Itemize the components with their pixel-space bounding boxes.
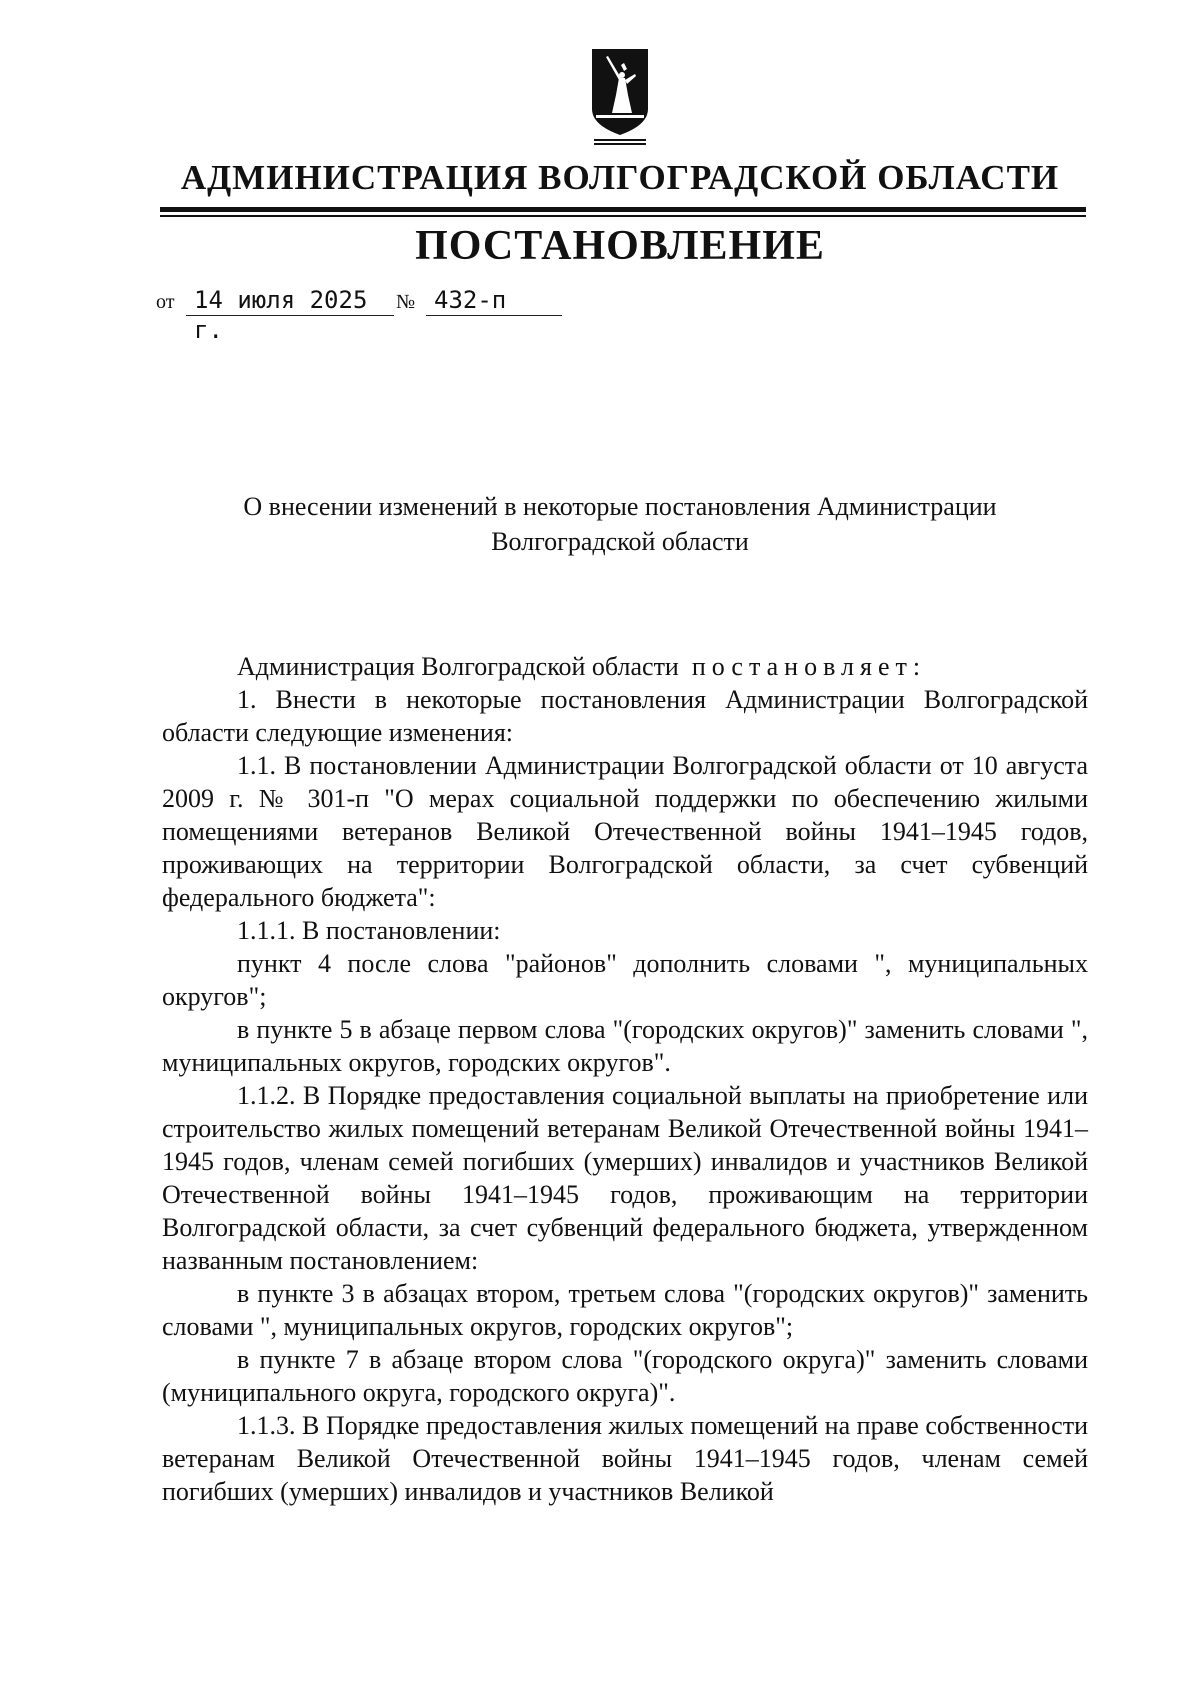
number-label: №: [396, 291, 416, 313]
header-rule-thin: [160, 215, 1086, 217]
date-number-line: [156, 280, 626, 344]
coat-of-arms-icon: [588, 47, 652, 147]
decree-word: постановляет:: [691, 652, 927, 681]
body-paragraph: 1.1.1. В постановлении:: [237, 916, 501, 945]
organization-title: АДМИНИСТРАЦИЯ ВОЛГОГРАДСКОЙ ОБЛАСТИ: [180, 158, 1060, 197]
preamble-text: Администрация Волгоградской области: [237, 652, 679, 681]
body-paragraph: в пункте 5 в абзаце первом слова "(городских округов)" заменить словами ", муниципальных округов, городских округов".: [162, 1015, 1088, 1077]
body-paragraph: 1.1.2. В Порядке предоставления социальной выплаты на приобретение или строительство жилых помещений ветеранам Великой Отечественной войны 1941–1945 годов, членам семей погибших (умерших) инвалидов и участников Великой Отечественной войны 1941–1945 годов, проживающим на территории Волгоградской области, за счет субвенций федерального бюджета, утвержденном названным постановлением:: [162, 1081, 1088, 1275]
preamble: [162, 650, 1088, 683]
subject-line: Волгоградской области: [491, 527, 749, 556]
body-paragraph: в пункте 3 в абзацах втором, третьем слова "(городских округов)" заменить словами ", муниципальных округов, городских округов";: [162, 1279, 1088, 1341]
body-paragraph: 1. Внести в некоторые постановления Администрации Волгоградской области следующие изменения:: [162, 685, 1088, 747]
document-type-title: ПОСТАНОВЛЕНИЕ: [415, 223, 825, 269]
from-label: от: [156, 291, 175, 313]
body-paragraph: 1.1. В постановлении Администрации Волгоградской области от 10 августа 2009 г. № 301-п "О мерах социальной поддержки по обеспечению жилыми помещениями ветеранов Великой Отечественной войны 1941–1945 годов, проживающих на территории Волгоградской области, за счет субвенций федерального бюджета":: [162, 751, 1088, 912]
body-paragraph: 1.1.3. В Порядке предоставления жилых помещений на праве собственности ветеранам Великой Отечественной войны 1941–1945 годов, членам семей погибших (умерших) инвалидов и участников Великой: [162, 1411, 1088, 1506]
header-rule-thick: [160, 207, 1086, 212]
document-date: 14 июля 2025 г.: [186, 285, 394, 316]
document-body: [162, 650, 1088, 1508]
subject-line: О внесении изменений в некоторые постановления Администрации: [243, 492, 997, 521]
document-number: 432-п: [426, 285, 562, 316]
body-paragraph: пункт 4 после слова "районов" дополнить словами ", муниципальных округов";: [162, 949, 1088, 1011]
document-subject: [170, 489, 1070, 559]
body-paragraph: в пункте 7 в абзаце втором слова "(городского округа)" заменить словами (муниципального округа, городского округа)".: [162, 1345, 1088, 1407]
